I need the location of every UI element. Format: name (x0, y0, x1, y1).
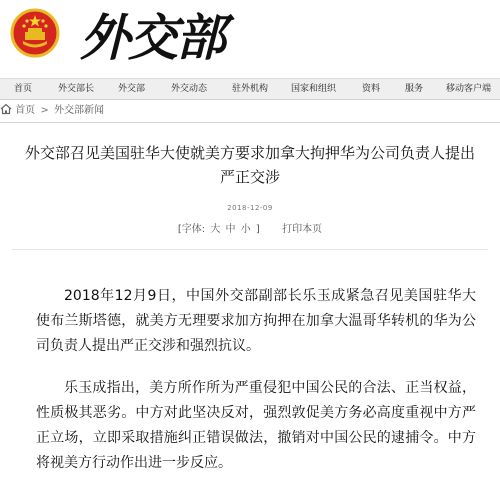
font-size-close: ] (255, 224, 260, 235)
font-small-button[interactable]: 小 (240, 224, 251, 235)
font-medium-button[interactable]: 中 (225, 224, 236, 235)
article-date: 2018-12-09 (227, 204, 273, 212)
nav-item-ministry[interactable]: 外交部 (118, 84, 146, 94)
breadcrumb-home[interactable]: 首页 (15, 105, 36, 116)
print-button[interactable]: 打印本页 (282, 224, 323, 235)
nav-item-services[interactable]: 服务 (405, 84, 424, 94)
font-size-label: [字体: (177, 224, 206, 235)
breadcrumb (0, 103, 104, 117)
breadcrumb-current[interactable]: 外交部新闻 (53, 105, 104, 116)
nav-item-resources[interactable]: 资料 (362, 84, 381, 94)
article-tools (0, 220, 500, 235)
nav-item-mobile-client[interactable]: 移动客户端 (446, 84, 492, 94)
nav-item-minister[interactable]: 外交部长 (58, 84, 95, 94)
font-large-button[interactable]: 大 (210, 224, 221, 235)
nav-item-missions[interactable]: 驻外机构 (232, 84, 269, 94)
nav-item-activities[interactable]: 外交动态 (171, 84, 208, 94)
article-paragraph: 2018年12月9日，中国外交部副部长乐玉成紧急召见美国驻华大使布兰斯塔德，就美方无理要求加方拘押在加拿大温哥华转机的华为公司负责人提出严正交涉和强烈抗议。 (36, 288, 476, 354)
site-header (0, 0, 500, 78)
divider (12, 249, 488, 250)
divider (0, 122, 500, 123)
main-nav (0, 78, 500, 100)
site-logo[interactable]: 外交部 (80, 8, 224, 67)
nav-item-countries[interactable]: 国家和组织 (291, 84, 337, 94)
nav-item-home[interactable]: 首页 (14, 84, 33, 94)
national-emblem-icon[interactable] (10, 8, 60, 58)
article-paragraph: 乐玉成指出，美方所作所为严重侵犯中国公民的合法、正当权益，性质极其恶劣。中方对此坚决反对，强烈敦促美方务必高度重视中方严正立场，立即采取措施纠正错误做法，撤销对中国公民的逮捕令。中方将视美方行动作出进一步反应。 (36, 380, 476, 471)
home-icon (0, 103, 12, 115)
breadcrumb-separator: > (40, 105, 49, 116)
article-title: 外交部召见美国驻华大使就美方要求加拿大拘押华为公司负责人提出严正交涉 (24, 144, 475, 186)
